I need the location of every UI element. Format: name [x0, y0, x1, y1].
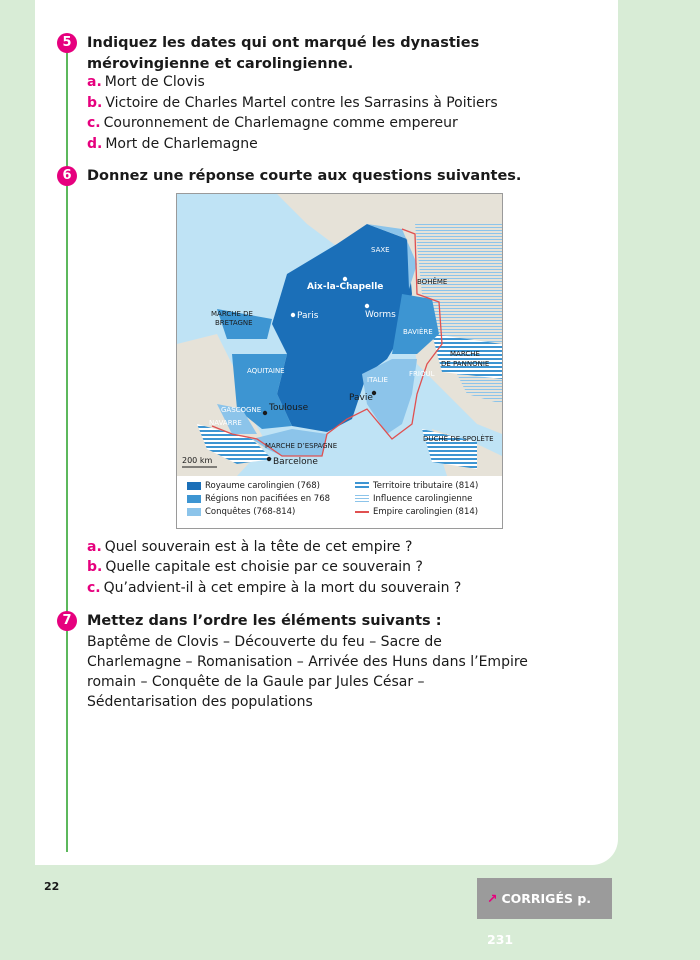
worms-city-dot [365, 304, 369, 308]
carolingian-empire-map [176, 193, 503, 529]
item-letter: a. [87, 539, 102, 555]
legend-swatch [187, 482, 201, 490]
label-spolete: DUCHÉ DE SPOLÈTE [423, 435, 494, 443]
item-text: Qu’advient-il à cet empire à la mort du souverain ? [103, 580, 462, 596]
legend-label: Empire carolingien (814) [373, 507, 479, 517]
label-marche-pannonie-2: DE PANNONIE [441, 360, 490, 368]
aix-city-dot [343, 277, 347, 281]
label-toulouse: Toulouse [269, 403, 309, 413]
legend-royaume [187, 480, 320, 493]
item-letter: c. [87, 580, 101, 596]
legend-empire [355, 506, 478, 519]
label-navarre: NAVARRE [209, 419, 242, 427]
label-worms: Worms [365, 310, 396, 320]
label-paris: Paris [297, 311, 319, 321]
legend-label: Conquêtes (768-814) [205, 507, 296, 517]
item-text: Quelle capitale est choisie par ce souverain ? [105, 559, 423, 575]
legend-swatch [355, 495, 369, 503]
legend-swatch [187, 508, 201, 516]
question-7-title: Mettez dans l’ordre les éléments suivants : [87, 613, 442, 629]
label-marche-pannonie-1: MARCHE [450, 350, 480, 358]
legend-label: Régions non pacifiées en 768 [205, 494, 331, 504]
legend-influence [355, 493, 472, 506]
arrow-icon: ↗ [487, 891, 498, 906]
label-barcelone: Barcelone [273, 457, 318, 467]
toulouse-city-dot [263, 411, 267, 415]
item-letter: c. [87, 115, 101, 131]
item-letter: b. [87, 95, 103, 111]
label-boheme: BOHÊME [417, 278, 448, 286]
legend-label: Royaume carolingien (768) [205, 481, 320, 491]
legend-tributaire [355, 480, 478, 493]
label-gascogne: GASCOGNE [221, 406, 262, 414]
label-pavie: Pavie [349, 393, 373, 403]
legend-swatch [355, 511, 369, 513]
label-marche-espagne: MARCHE D’ESPAGNE [265, 442, 338, 450]
item-text: Mort de Clovis [104, 74, 205, 90]
item-letter: d. [87, 136, 103, 152]
corriges-link[interactable] [477, 878, 612, 947]
barcelone-city-dot [267, 457, 271, 461]
question-5-item-b [87, 93, 498, 113]
label-saxe: SAXE [371, 246, 390, 254]
legend-swatch [187, 495, 201, 503]
question-5-item-a [87, 72, 205, 92]
legend-conquetes [187, 506, 295, 519]
question-6-item-b [87, 557, 423, 577]
question-7-number: 7 [57, 611, 77, 631]
question-6-item-a [87, 537, 412, 557]
label-frioul: FRIOUL [409, 370, 435, 378]
item-text: Victoire de Charles Martel contre les Sarrasins à Poitiers [105, 95, 498, 111]
question-6-number: 6 [57, 166, 77, 186]
label-italie: ITALIE [367, 376, 388, 384]
question-6-title: Donnez une réponse courte aux questions suivantes. [87, 168, 522, 184]
item-text: Couronnement de Charlemagne comme empereur [103, 115, 458, 131]
label-scale: 200 km [182, 456, 213, 465]
item-letter: a. [87, 74, 102, 90]
map-graphic [177, 194, 502, 476]
question-5-item-c [87, 113, 458, 133]
corriges-label: CORRIGÉS p. 231 [487, 891, 592, 947]
legend-regions [187, 493, 330, 506]
question-5-number: 5 [57, 33, 77, 53]
page-number: 22 [44, 880, 60, 893]
label-baviere: BAVIÈRE [403, 328, 433, 336]
item-letter: b. [87, 559, 103, 575]
legend-swatch [355, 482, 369, 490]
question-7-elements: Baptême de Clovis – Découverte du feu – Sacre de Charlemagne – Romanisation – Arrivée des Huns dans l’Empire romain – Conquête de la Gaule par Jules César – Sédentarisation des populations [87, 634, 528, 710]
legend-label: Influence carolingienne [373, 494, 473, 504]
question-5-title: Indiquez les dates qui ont marqué les dynasties mérovingienne et carolingienne. [87, 35, 480, 72]
question-6-item-c [87, 578, 461, 598]
legend-label: Territoire tributaire (814) [373, 481, 479, 491]
label-marche-bretagne-1: MARCHE DE [211, 310, 253, 318]
label-marche-bretagne-2: BRETAGNE [215, 319, 253, 327]
label-aquitaine: AQUITAINE [247, 367, 285, 375]
item-text: Quel souverain est à la tête de cet empire ? [104, 539, 413, 555]
label-aix: Aix-la-Chapelle [307, 282, 384, 292]
map-legend [177, 476, 502, 528]
question-5-item-d [87, 134, 258, 154]
paris-city-dot [291, 313, 295, 317]
item-text: Mort de Charlemagne [105, 136, 258, 152]
